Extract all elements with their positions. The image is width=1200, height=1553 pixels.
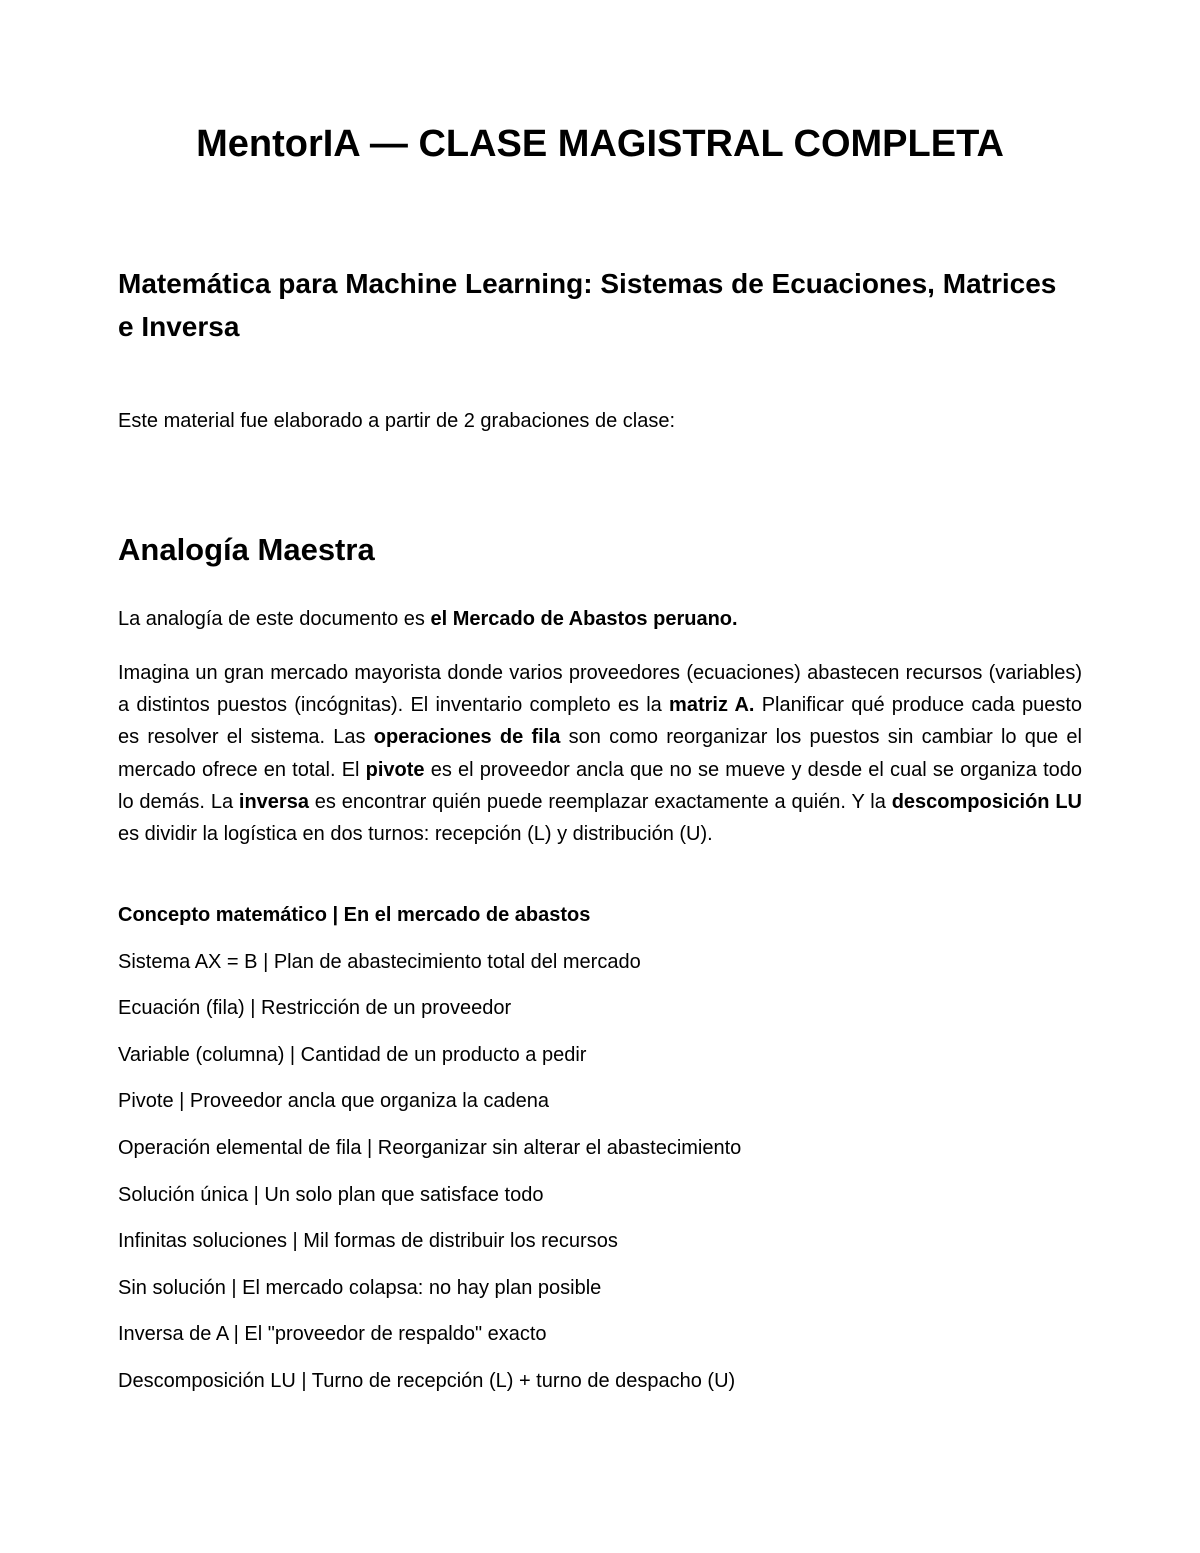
concept-table-row: Inversa de A | El "proveedor de respaldo" exacto (118, 1323, 547, 1346)
analogy-text-1: Imagina un gran mercado mayorista donde varios proveedores (ecuaciones) abastecen recursos (variables) a distintos puestos (incógnitas). El inventario completo es la (118, 662, 1082, 717)
concept-table-row: Sin solución | El mercado colapsa: no hay plan posible (118, 1276, 602, 1299)
term-pivote: pivote (365, 758, 425, 781)
term-operaciones-fila: operaciones de fila (373, 726, 561, 749)
concept-table (118, 899, 1082, 1412)
analogy-statement-bold: el Mercado de Abastos peruano. (430, 608, 738, 630)
term-inversa: inversa (238, 790, 309, 813)
concept-table-row: Ecuación (fila) | Restricción de un proveedor (118, 997, 512, 1020)
analogy-paragraph (118, 657, 1082, 850)
concept-table-header: Concepto matemático | En el mercado de abastos (118, 904, 591, 926)
term-descomposicion-lu: descomposición LU (891, 790, 1082, 813)
concept-table-row: Descomposición LU | Turno de recepción (L) + turno de despacho (U) (118, 1369, 736, 1392)
analogy-text-6: es dividir la logística en dos turnos: recepción (L) y distribución (U). (118, 823, 713, 846)
analogy-statement-text: La analogía de este documento es (118, 608, 431, 630)
concept-table-row: Operación elemental de fila | Reorganizar sin alterar el abastecimiento (118, 1136, 742, 1159)
analogy-text-3: son como reorganizar los puestos sin cambiar lo que el mercado ofrece en total. El (118, 726, 1082, 781)
document-subtitle: Matemática para Machine Learning: Sistemas de Ecuaciones, Matrices e Inversa (118, 268, 1057, 342)
analogy-statement (118, 603, 1082, 635)
analogy-text-4: es el proveedor ancla que no se mueve y desde el cual se organiza todo lo demás. La (118, 758, 1082, 813)
analogy-text-5: es encontrar quién puede reemplazar exactamente a quién. Y la (308, 790, 892, 813)
concept-table-row: Pivote | Proveedor ancla que organiza la cadena (118, 1090, 550, 1113)
document-title: MentorIA — CLASE MAGISTRAL COMPLETA (196, 123, 1004, 165)
analogy-text-2: Planificar qué produce cada puesto es resolver el sistema. Las (118, 694, 1082, 749)
section-heading-analogia: Analogía Maestra (118, 532, 375, 567)
intro-paragraph: Este material fue elaborado a partir de 2 grabaciones de clase: (118, 410, 676, 432)
concept-table-row: Sistema AX = B | Plan de abastecimiento total del mercado (118, 950, 641, 973)
term-matriz-a: matriz A. (669, 694, 755, 717)
concept-table-row: Variable (columna) | Cantidad de un producto a pedir (118, 1043, 587, 1066)
concept-table-row: Solución única | Un solo plan que satisface todo (118, 1183, 544, 1206)
concept-table-row: Infinitas soluciones | Mil formas de distribuir los recursos (118, 1230, 618, 1253)
